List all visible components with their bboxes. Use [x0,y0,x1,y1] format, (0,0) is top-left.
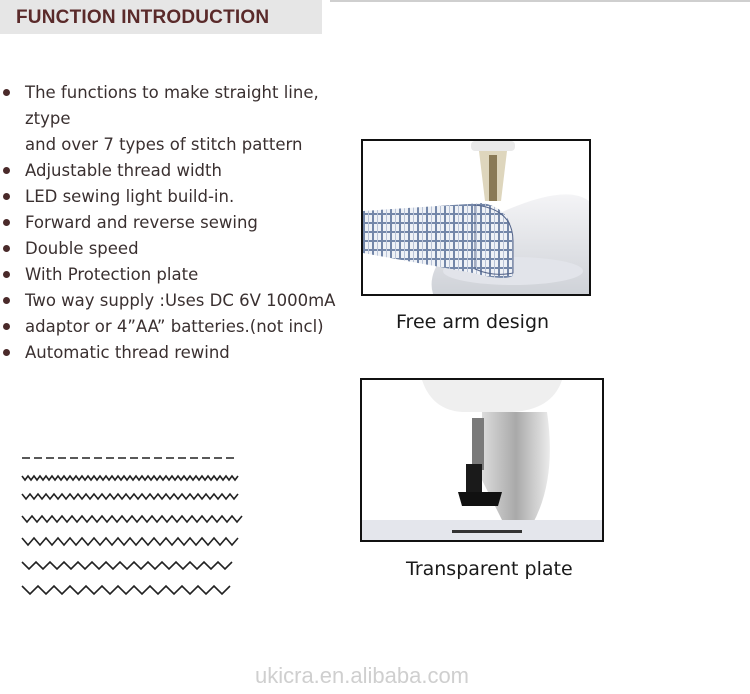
stitch-zigzag-3 [22,516,242,522]
bullet-icon [3,245,10,252]
watermark: ukicra.en.alibaba.com [255,663,470,688]
bullet-icon [3,89,10,96]
bullet-icon [3,193,10,200]
bullet-icon [3,349,10,356]
feature-item [0,288,360,314]
feature-text: Double speed [25,239,139,258]
transparent-plate-illustration [362,380,602,540]
bullet-icon [3,167,10,174]
stitch-zigzag-5 [22,562,232,569]
feature-item [0,184,360,210]
stitch-zigzag-1 [22,476,238,480]
feature-text: adaptor or 4”AA” batteries.(not incl) [25,317,324,336]
feature-item [0,158,360,184]
free-arm-photo [361,139,591,296]
stitch-zigzag-4 [22,538,238,545]
feature-text: Forward and reverse sewing [25,213,258,232]
feature-item [0,314,360,340]
feature-item [0,80,360,132]
top-divider [330,0,750,2]
feature-item [0,132,360,158]
free-arm-caption: Free arm design [396,311,550,333]
free-arm-illustration [363,141,589,294]
header-bar [0,0,322,34]
stitch-patterns [20,448,250,608]
bullet-icon [3,219,10,226]
bullet-icon [3,271,10,278]
feature-text: Automatic thread rewind [25,343,230,362]
feature-item [0,210,360,236]
feature-item [0,236,360,262]
feature-text: Adjustable thread width [25,161,222,180]
stitch-zigzag-6 [22,586,230,594]
feature-list [0,80,360,366]
feature-item [0,340,360,366]
feature-text: LED sewing light build-in. [25,187,235,206]
stitch-zigzag-2 [22,494,238,499]
feature-text: Two way supply :Uses DC 6V 1000mA [25,291,336,310]
bullet-icon [3,323,10,330]
bullet-icon [3,297,10,304]
section-title: FUNCTION INTRODUCTION [16,7,270,28]
feature-text: With Protection plate [25,265,199,284]
transparent-plate-photo [360,378,604,542]
feature-item [0,262,360,288]
feature-text: and over 7 types of stitch pattern [25,135,303,154]
transparent-plate-caption: Transparent plate [406,558,573,580]
feature-text: The functions to make straight line, ztype [25,83,319,128]
